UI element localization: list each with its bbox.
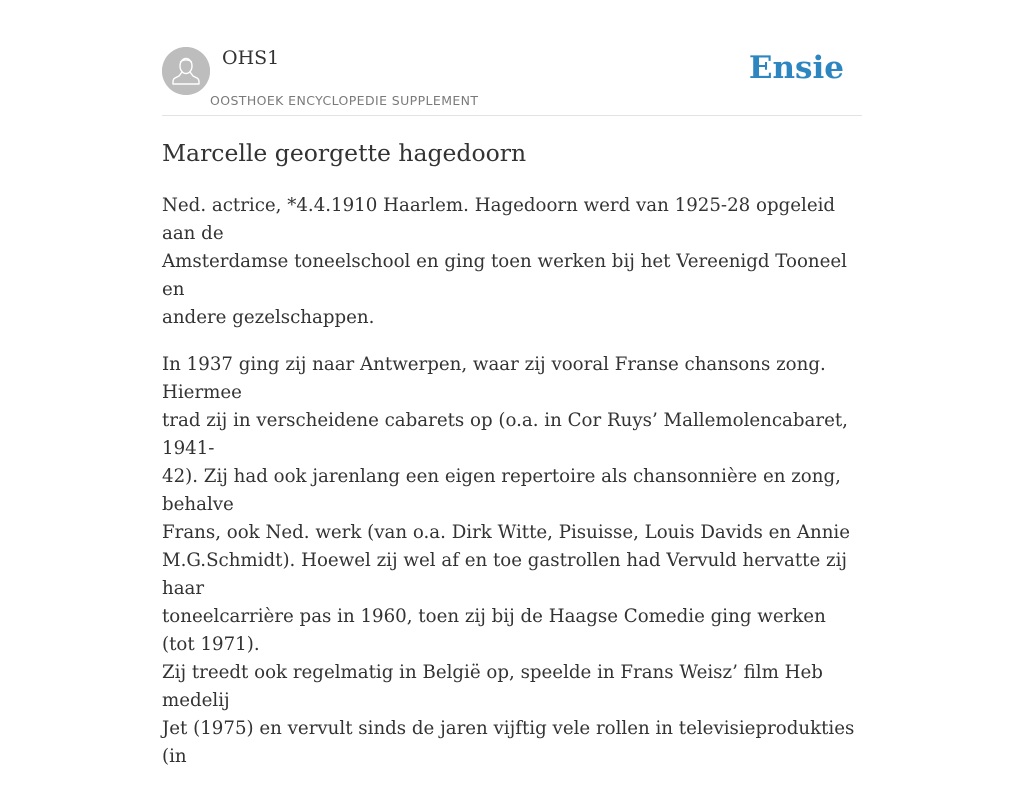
user-silhouette-icon [162, 47, 210, 95]
brand-logo[interactable]: Ensie [748, 50, 844, 86]
article-paragraph: In 1937 ging zij naar Antwerpen, waar zij vooral Franse chansons zong. Hiermee trad zij in verscheidene cabarets op (o.a. in Cor Ruys’ Mallemolencabaret, 1941- 42). Zij had ook jarenlang een eigen repertoire als chansonnière en zong, behalve Frans, ook Ned. werk (van o.a. Dirk Witte, Pisuisse, Louis Davids en Annie M.G.Schmidt). Hoewel zij wel af en toe gastrollen had Vervuld hervatte zij haar toneelcarrière pas in 1960, toen zij bij de Haagse Comedie ging werken (tot 1971). Zij treedt ook regelmatig in België op, speelde in Frans Weisz’ film Heb medelij Jet (1975) en vervult sinds de jaren vijftig vele rollen in televisieprodukties (in [162, 354, 855, 767]
source-name[interactable]: OHS1 [222, 47, 280, 69]
article-body [162, 192, 862, 790]
article-paragraph: Ned. actrice, *4.4.1910 Haarlem. Hagedoorn werd van 1925-28 opgeleid aan de Amsterdamse toneelschool en ging toen werken bij het Vereenigd Tooneel en andere gezelschappen. [162, 195, 847, 328]
source-avatar[interactable] [162, 47, 210, 95]
header-divider [162, 115, 862, 116]
source-subtitle: OOSTHOEK ENCYCLOPEDIE SUPPLEMENT [210, 93, 479, 108]
source-header [162, 46, 862, 116]
article-title: Marcelle georgette hagedoorn [162, 139, 527, 167]
